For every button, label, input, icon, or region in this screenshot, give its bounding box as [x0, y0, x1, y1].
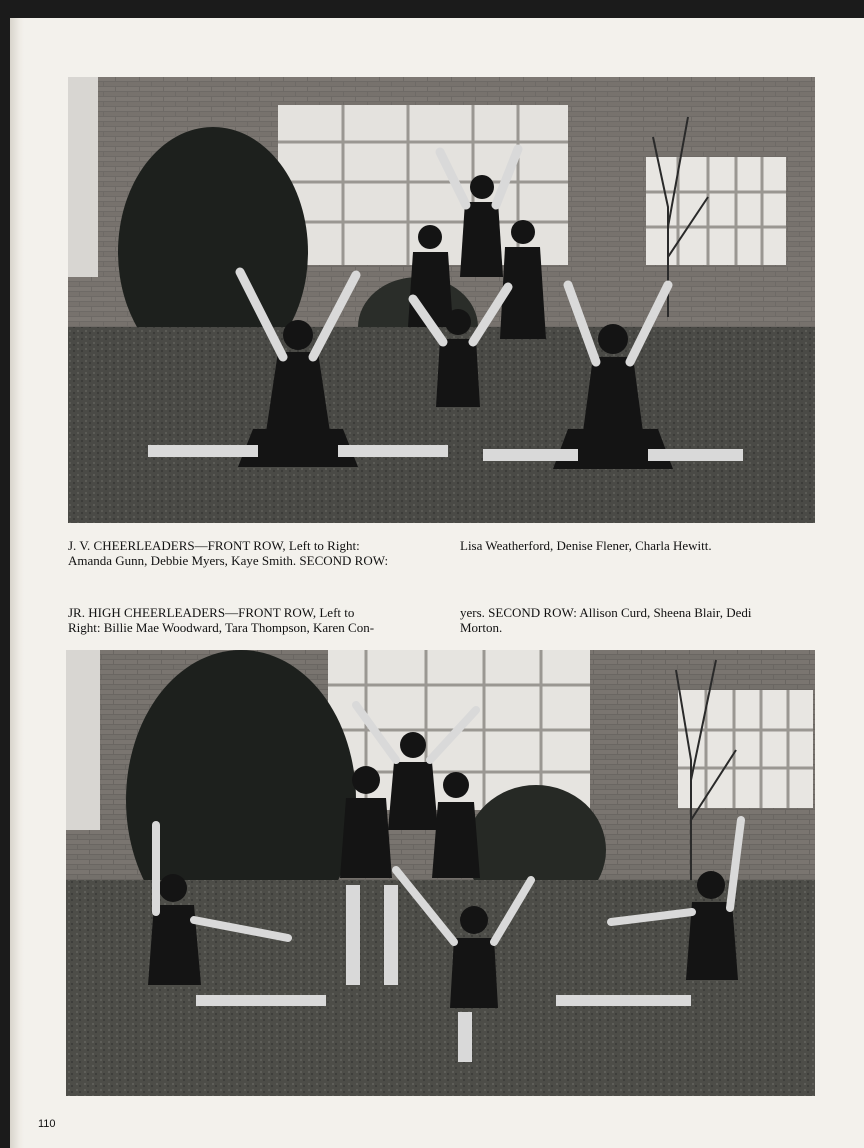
- jr-high-caption-col2: [460, 605, 815, 635]
- jv-caption-line1: J. V. CHEERLEADERS—FRONT ROW, Left to Right:: [68, 538, 360, 553]
- jr-high-caption-line3: yers. SECOND ROW: Allison Curd, Sheena Blair, Dedi: [460, 605, 752, 620]
- jv-caption-col2: [460, 538, 815, 553]
- jr-high-caption-line1: JR. HIGH CHEERLEADERS—FRONT ROW, Left to: [68, 605, 355, 620]
- page-gutter: [10, 18, 24, 1148]
- jv-caption-line3: Lisa Weatherford, Denise Flener, Charla Hewitt.: [460, 538, 712, 553]
- jv-caption-line2: Amanda Gunn, Debbie Myers, Kaye Smith. SECOND ROW:: [68, 553, 389, 568]
- group-photo-icon: [68, 77, 815, 523]
- jv-cheerleaders-photo: [68, 77, 815, 523]
- jv-caption-col1: [68, 538, 428, 568]
- jr-high-cheerleaders-photo: [66, 650, 815, 1096]
- jr-high-caption-col1: [68, 605, 428, 635]
- jr-high-caption-line4: Morton.: [460, 620, 503, 635]
- jr-high-caption-line2: Right: Billie Mae Woodward, Tara Thompson, Karen Con-: [68, 620, 375, 635]
- group-photo-icon: [66, 650, 815, 1096]
- page-number: 110: [38, 1118, 56, 1130]
